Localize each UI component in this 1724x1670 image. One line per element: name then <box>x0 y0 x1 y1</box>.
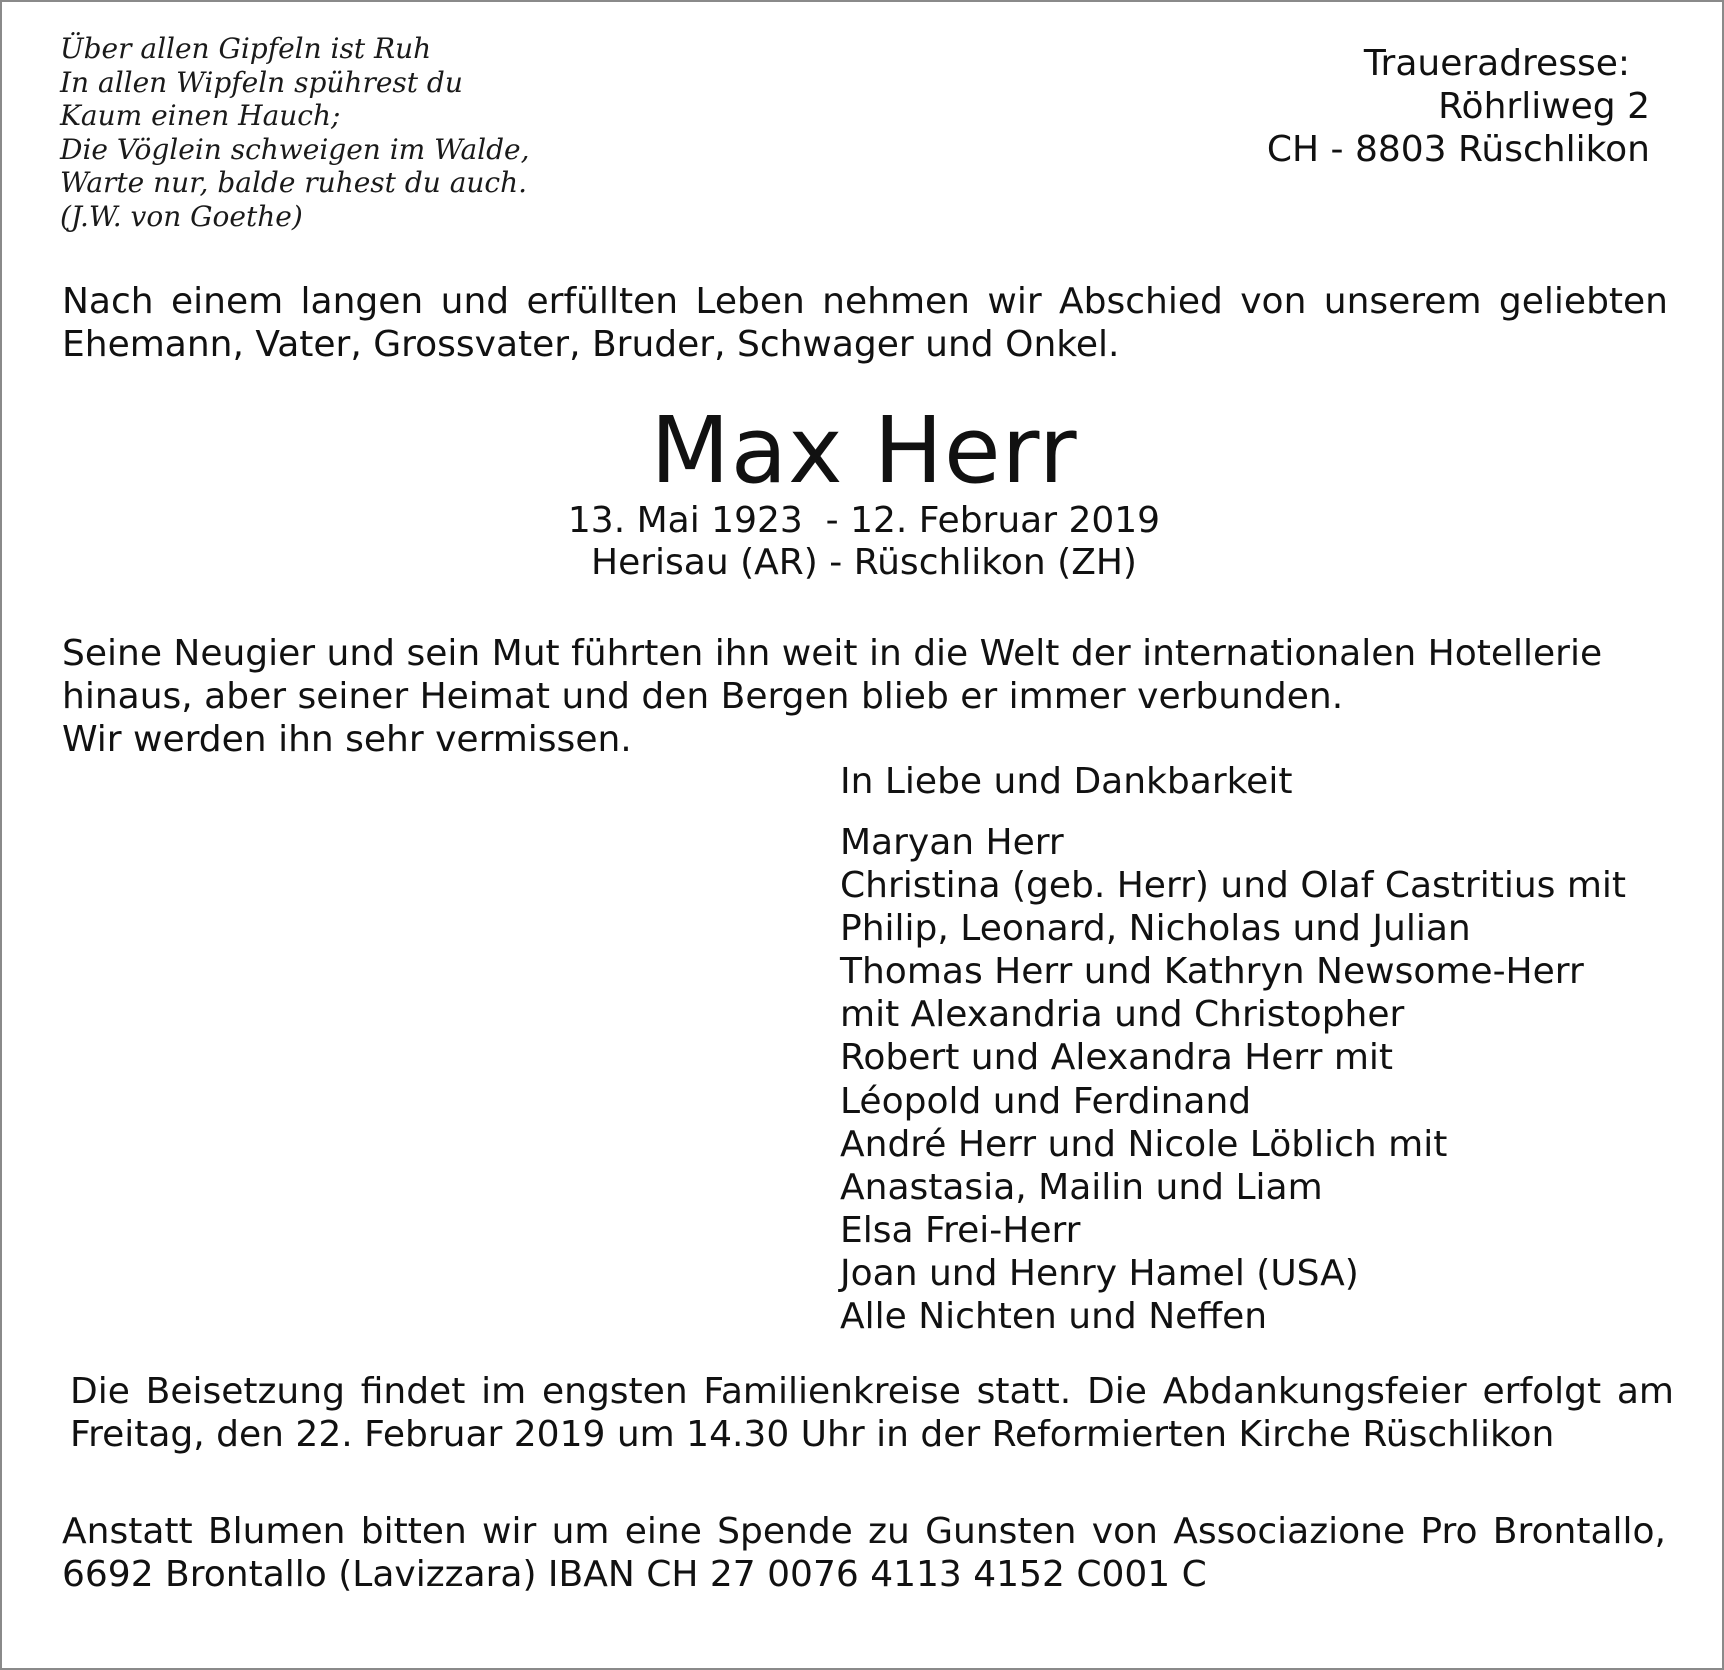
poem-line: In allen Wipfeln spührest du <box>60 65 463 99</box>
tribute-paragraph <box>62 632 1682 761</box>
donation-info: Anstatt Blumen bitten wir um eine Spende zu Gunsten von Associazione Pro Brontallo, 6692 Brontallo (Lavizzara) IBAN CH 27 0076 4113 4152 C001 C <box>62 1511 1666 1595</box>
mourning-address <box>1090 42 1650 171</box>
goethe-poem <box>60 32 620 233</box>
family-member: Elsa Frei-Herr <box>840 1209 1081 1251</box>
closing-phrase: In Liebe und Dankbarkeit <box>840 761 1293 802</box>
tribute-line: Seine Neugier und sein Mut führten ihn weit in die Welt der internationalen Hotellerie <box>62 633 1603 674</box>
birth-death-dates: 13. Mai 1923 - 12. Februar 2019 <box>567 500 1161 541</box>
poem-line: Kaum einen Hauch; <box>60 99 341 132</box>
family-member: Léopold und Ferdinand <box>840 1080 1252 1122</box>
poem-attribution: (J.W. von Goethe) <box>60 199 303 233</box>
family-member: Philip, Leonard, Nicholas und Julian <box>840 908 1471 950</box>
poem-line: Warte nur, balde ruhest du auch. <box>60 166 528 199</box>
family-member: Joan und Henry Hamel (USA) <box>840 1252 1359 1294</box>
family-member: Anastasia, Mailin und Liam <box>840 1166 1323 1208</box>
poem-line: Über allen Gipfeln ist Ruh <box>60 32 432 65</box>
family-member: Maryan Herr <box>840 822 1064 863</box>
poem-line: Die Vöglein schweigen im Walde, <box>60 132 530 166</box>
funeral-info: Die Beisetzung findet im engsten Familienkreise statt. Die Abdankungsfeier erfolgt am Freitag, den 22. Februar 2019 um 14.30 Uhr in der Reformierten Kirche Rüschlikon <box>70 1371 1674 1455</box>
family-list <box>840 821 1680 1338</box>
family-member: Thomas Herr und Kathryn Newsome-Herr <box>840 951 1584 993</box>
family-member: Alle Nichten und Neffen <box>840 1296 1268 1338</box>
tribute-line: Wir werden ihn sehr vermissen. <box>62 719 632 760</box>
intro-paragraph: Nach einem langen und erfüllten Leben nehmen wir Abschied von unserem geliebten Ehemann, Vater, Grossvater, Bruder, Schwager und Onkel. <box>62 281 1668 365</box>
address-label: Traueradresse: <box>1363 43 1630 84</box>
family-member: André Herr und Nicole Löblich mit <box>840 1123 1448 1165</box>
address-street: Röhrliweg 2 <box>1438 86 1650 127</box>
family-member: mit Alexandria und Christopher <box>840 994 1405 1036</box>
family-member: Robert und Alexandra Herr mit <box>840 1037 1394 1079</box>
tribute-line: hinaus, aber seiner Heimat und den Bergen blieb er immer verbunden. <box>62 676 1344 717</box>
deceased-name: Max Herr <box>650 397 1078 504</box>
address-city: CH - 8803 Rüschlikon <box>1266 129 1650 170</box>
family-member: Christina (geb. Herr) und Olaf Castritius mit <box>840 865 1627 907</box>
birth-death-places: Herisau (AR) - Rüschlikon (ZH) <box>591 542 1137 583</box>
life-dates <box>2 500 1724 584</box>
